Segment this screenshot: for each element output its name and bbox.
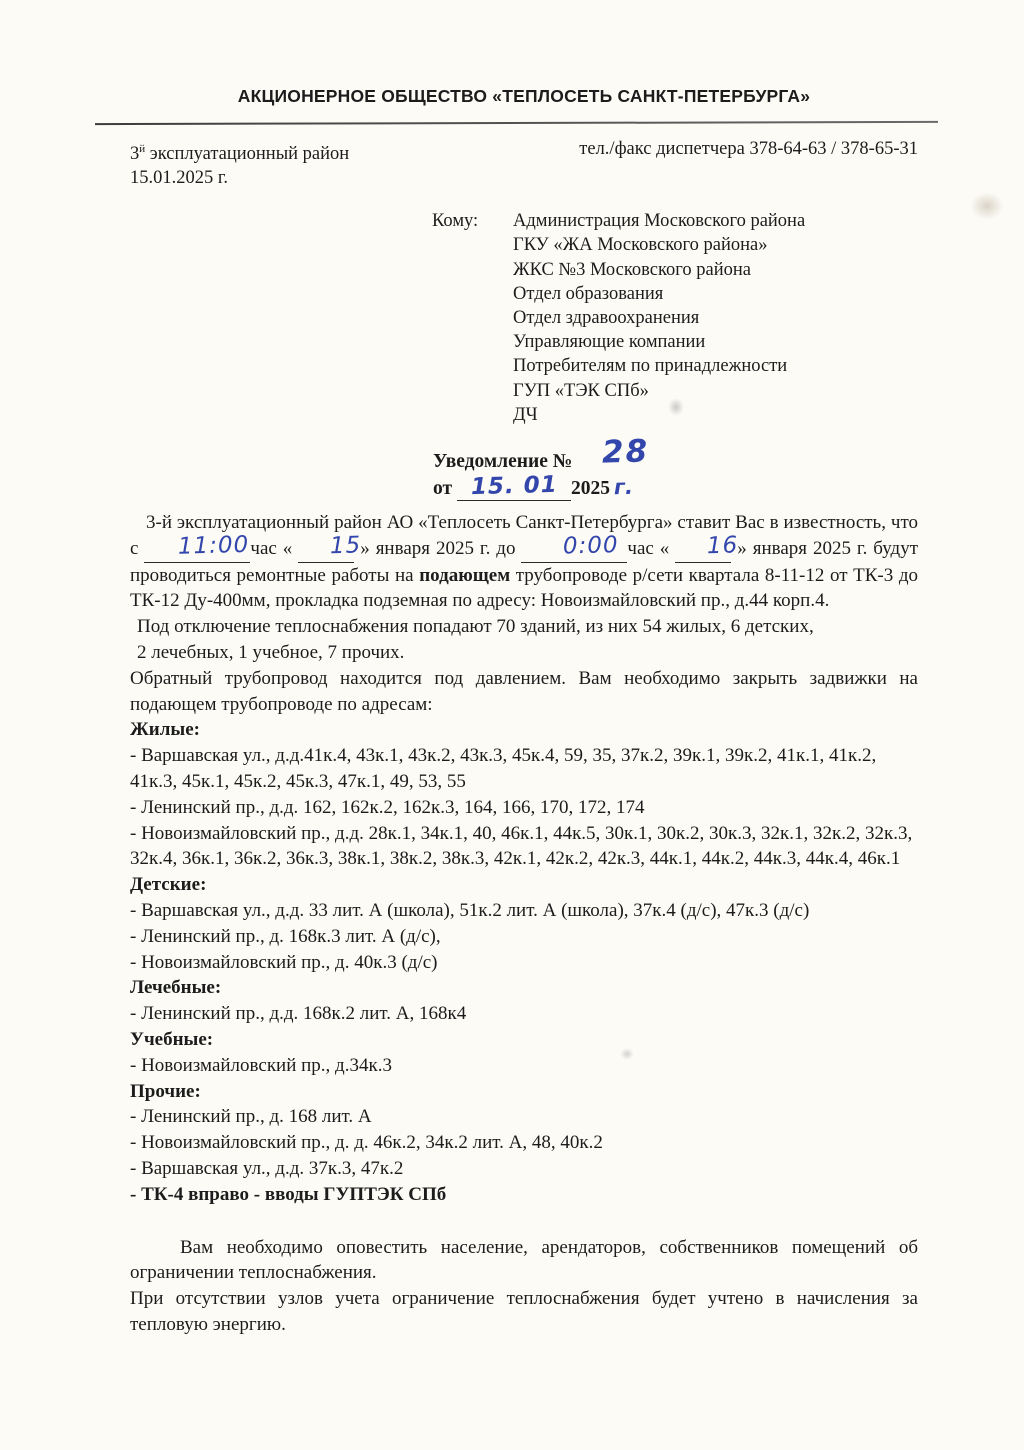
recipient-block xyxy=(432,209,918,427)
closing-paragraph: Вам необходимо оповестить население, арендаторов, собственников помещений об ограничении теплоснабжения. xyxy=(130,1236,918,1284)
notice-date-blank xyxy=(457,471,571,501)
start-time-blank xyxy=(144,531,250,563)
handwritten-start-day: 15 xyxy=(329,532,362,559)
end-time-blank xyxy=(521,531,627,563)
recipient-line: ЖКС №3 Московского района xyxy=(513,259,752,280)
section-heading: Учебные: xyxy=(130,1028,214,1050)
organization-title: АКЦИОНЕРНОЕ ОБЩЕСТВО «ТЕПЛОСЕТЬ САНКТ-ПЕТЕРБУРГА» xyxy=(237,86,811,106)
handwritten-notice-number: 28 xyxy=(601,433,650,471)
letter-body xyxy=(130,510,918,1338)
notice-heading-block xyxy=(433,433,918,501)
main-paragraph xyxy=(130,510,918,614)
address-line: - Ленинский пр., д. 168к.3 лит. А (д/с), xyxy=(130,925,441,947)
handwritten-year-suffix: г. xyxy=(613,474,634,500)
sender-block xyxy=(130,137,349,190)
header-divider xyxy=(95,121,938,125)
body-text-segment: » января 2025 г. до xyxy=(354,537,522,559)
buildings-count-line: Под отключение теплоснабжения попадают 70 зданий, из них 54 жилых, 6 детских, xyxy=(137,616,814,638)
handwritten-start-time: 11:00 xyxy=(177,531,250,560)
handwritten-notice-date: 15. 01 xyxy=(470,471,558,501)
tk4-inputs-line: - ТК-4 вправо - вводы ГУПТЭК СПб xyxy=(130,1183,447,1205)
recipient-line: ДЧ xyxy=(513,404,538,425)
section-heading: Жилые: xyxy=(130,719,200,741)
body-text-segment: » января 2025 г. будут проводиться ремонтные работы на xyxy=(130,537,919,586)
section-heading: Детские: xyxy=(130,874,207,896)
address-line: - Ленинский пр., д.д. 162, 162к.2, 162к.3, 164, 166, 170, 172, 174 xyxy=(130,796,645,818)
closing-block xyxy=(130,1235,918,1338)
address-section-medical xyxy=(130,975,918,1027)
recipient-list xyxy=(513,209,805,427)
address-line: - Новоизмайловский пр., д. д. 46к.2, 34к.2 лит. А, 48, 40к.2 xyxy=(130,1132,603,1154)
start-day-blank xyxy=(298,532,362,563)
address-line: - Варшавская ул., д.д.41к.4, 43к.1, 43к.2, 43к.3, 45к.4, 59, 35, 37к.2, 39к.1, 39к.2, 41к.1, 41к.2, 41к.3, 45к.1, 45к.2, 45к.3, 47к.1, 49, 53, 55 xyxy=(130,745,877,792)
emphasized-word: подающем xyxy=(419,564,511,586)
end-day-blank xyxy=(675,532,739,563)
district-number: 3 xyxy=(130,144,140,165)
body-text-segment: 3-й эксплуатационный район АО «Теплосеть Санкт-Петербурга» ставит Вас в известность, что с xyxy=(130,511,918,559)
section-heading: Прочие: xyxy=(130,1080,201,1102)
recipient-line: Управляющие компании xyxy=(513,332,706,353)
address-line: - Ленинский пр., д. 168 лит. А xyxy=(130,1106,372,1128)
address-section-residential xyxy=(130,717,918,872)
scan-smudge-artifact xyxy=(970,192,1004,220)
handwritten-end-day: 16 xyxy=(706,532,739,559)
notice-from-label: от xyxy=(433,477,453,499)
recipient-label: Кому: xyxy=(432,211,479,232)
address-line: - Ленинский пр., д.д. 168к.2 лит. А, 168к4 xyxy=(130,1003,467,1025)
notice-date-row xyxy=(433,471,918,501)
address-line: - Варшавская ул., д.д. 33 лит. А (школа), 51к.2 лит. А (школа), 37к.4 (д/с), 47к.3 (д/с) xyxy=(130,899,810,921)
buildings-count-line: 2 лечебных, 1 учебное, 7 прочих. xyxy=(137,641,405,663)
letter-meta-row xyxy=(130,137,918,190)
address-line: - Новоизмайловский пр., д.д. 28к.1, 34к.1, 40, 46к.1, 44к.5, 30к.1, 30к.2, 30к.3, 32к.1, 32к.2, 32к.3, 32к.4, 36к.1, 36к.2, 36к.3, 38к.1, 38к.2, 38к.3, 42к.1, 42к.2, 42к.3, 44к.1, 44к.2, 44к.3, 44к.4, 46к.1 xyxy=(130,822,913,870)
address-section-educational xyxy=(130,1027,918,1079)
district-superscript: й xyxy=(139,143,146,155)
recipient-line: Потребителям по принадлежности xyxy=(513,356,788,377)
address-section-childcare xyxy=(130,872,918,975)
recipient-line: ГУП «ТЭК СПб» xyxy=(513,380,649,401)
body-text-segment: час « xyxy=(627,537,676,559)
recipient-line: ГКУ «ЖА Московского района» xyxy=(513,235,768,256)
address-line: - Новоизмайловский пр., д. 40к.3 (д/с) xyxy=(130,951,438,973)
notice-year: 2025 xyxy=(570,477,610,499)
body-text-segment: час « xyxy=(250,537,299,559)
district-name: эксплуатационный район xyxy=(145,144,350,165)
district-line xyxy=(130,137,349,166)
recipient-line: Отдел здравоохранения xyxy=(513,307,700,328)
address-section-other xyxy=(130,1079,918,1182)
dispatcher-phone: тел./факс диспетчера 378-64-63 / 378-65-31 xyxy=(579,139,918,159)
section-heading: Лечебные: xyxy=(130,977,222,999)
closing-paragraph: При отсутствии узлов учета ограничение теплоснабжения будет учтено в начисления за тепловую энергию. xyxy=(130,1288,918,1335)
recipient-line: Администрация Московского района xyxy=(513,211,806,232)
letter-date: 15.01.2025 г. xyxy=(130,168,229,189)
recipient-line: Отдел образования xyxy=(513,283,664,304)
handwritten-end-time: 0:00 xyxy=(562,531,619,560)
return-pipe-paragraph: Обратный трубопровод находится под давлением. Вам необходимо закрыть задвижки на подающем трубопроводе по адресам: xyxy=(130,667,918,715)
address-line: - Новоизмайловский пр., д.34к.3 xyxy=(130,1054,392,1076)
notice-title-label: Уведомление № xyxy=(433,450,573,472)
address-line: - Варшавская ул., д.д. 37к.3, 47к.2 xyxy=(130,1157,404,1179)
body-text-segment: трубопроводе р/сети квартала 8-11-12 от ТК-3 до ТК-12 Ду-400мм, прокладка подземная по адресу: Новоизмайловский пр., д.44 корп.4. xyxy=(130,564,918,612)
notice-title-row xyxy=(433,433,918,473)
